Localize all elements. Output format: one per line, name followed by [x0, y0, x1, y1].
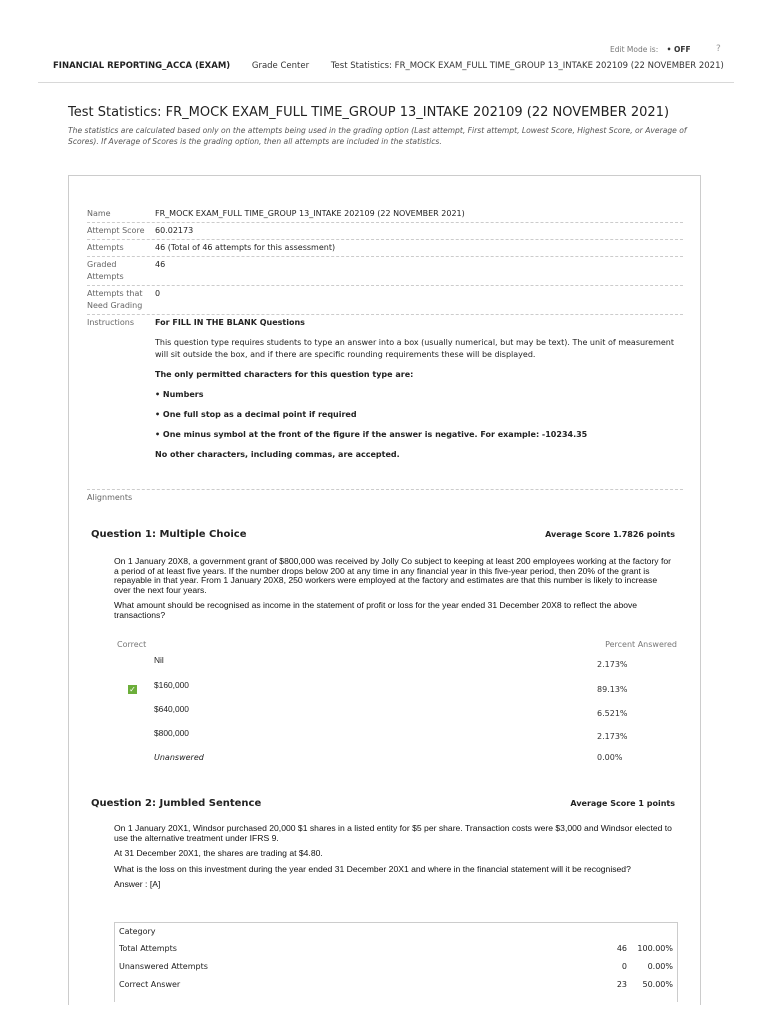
info-row-attempts [87, 240, 683, 257]
instr-b2: • One full stop as a decimal point if required [155, 410, 357, 419]
category-row [119, 962, 673, 971]
info-row-graded [87, 257, 683, 286]
category-count: 0 [621, 962, 627, 971]
divider [38, 82, 734, 83]
info-value: 46 (Total of 46 attempts for this assessment) [155, 243, 336, 252]
page-title: Test Statistics: FR_MOCK EXAM_FULL TIME_GROUP 13_INTAKE 202109 (22 NOVEMBER 2021) [68, 105, 670, 120]
info-label: Attempt Score [87, 226, 145, 235]
average-score: Average Score 1.7826 points [545, 530, 675, 539]
category-label: Category [119, 927, 156, 936]
info-label: Graded Attempts [87, 260, 124, 281]
instr-p3: No other characters, including commas, are accepted. [155, 450, 400, 459]
info-label: Instructions [87, 318, 134, 327]
breadcrumb-current: Test Statistics: FR_MOCK EXAM_FULL TIME_GROUP 13_INTAKE 202109 (22 NOVEMBER 2021) [330, 61, 724, 71]
answer-text: $800,000 [154, 728, 189, 738]
category-label: Total Attempts [119, 944, 177, 953]
instr-p1: This question type requires students to type an answer into a box (usually numerical, but may be text). The unit of measurement will sit outside the box, and if there are specific rounding requirements these will be displayed. [155, 338, 675, 359]
answer-text: $160,000 [154, 680, 189, 690]
question-2-header [91, 798, 675, 809]
info-value: FR_MOCK EXAM_FULL TIME_GROUP 13_INTAKE 202109 (22 NOVEMBER 2021) [155, 209, 465, 218]
info-row-alignments [87, 490, 683, 506]
question-title: Question 2: Jumbled Sentence [91, 798, 262, 809]
category-count: 23 [616, 980, 627, 989]
instructions-text [155, 317, 683, 469]
category-percent: 50.00% [642, 980, 673, 989]
breadcrumb [53, 61, 743, 71]
test-info-table [87, 206, 683, 506]
average-score: Average Score 1 points [570, 799, 675, 808]
answer-percent: 89.13% [597, 685, 628, 694]
question-1-header [91, 529, 675, 540]
instr-b3: • One minus symbol at the front of the figure if the answer is negative. For example: -10234.35 [155, 430, 588, 439]
top-bar [0, 0, 768, 84]
info-row-score [87, 223, 683, 240]
category-row [119, 980, 673, 989]
col-correct: Correct [117, 640, 147, 649]
info-row-need-grading [87, 286, 683, 315]
answer-text: $640,000 [154, 704, 189, 714]
category-table [114, 922, 678, 1002]
info-row-name [87, 206, 683, 223]
page-description: The statistics are calculated based only on the attempts being used in the grading option (Last attempt, First attempt, Lowest Score, Highest Score, or Average of Scores). If Average of Scores is the grading option, then all attempts are included in the statistics. [68, 126, 687, 146]
breadcrumb-grade-center[interactable]: Grade Center [251, 61, 310, 71]
help-icon[interactable]: ? [716, 44, 721, 54]
instr-b1: • Numbers [155, 390, 204, 399]
question-2-text [114, 824, 674, 896]
instr-title: For FILL IN THE BLANK Questions [155, 318, 305, 327]
instr-p2: The only permitted characters for this question type are: [155, 370, 414, 379]
edit-mode-value[interactable]: • OFF [666, 45, 691, 54]
question-paragraph: At 31 December 20X1, the shares are trading at $4.80. [114, 848, 323, 858]
question-paragraph: On 1 January 20X8, a government grant of $800,000 was received by Jolly Co subject to keeping at least 200 employees working at the factory for a period of at least five years. If the number drops below 200 at any time in any financial year in this five-year period, then 20% of the grant is repayable in that year. From 1 January 20X8, 250 workers were employed at the factory and estimates are that this number is likely to increase over the next four years. [114, 556, 672, 595]
question-1-text [114, 557, 674, 626]
answer-text: Unanswered [154, 753, 204, 762]
info-value [155, 492, 683, 504]
question-paragraph: On 1 January 20X1, Windsor purchased 20,000 $1 shares in a listed entity for $5 per share. Transaction costs were $3,000 and Windsor elected to use the alternative treatment under IFRS 9. [114, 823, 672, 843]
info-row-instructions [87, 315, 683, 490]
category-percent: 100.00% [637, 944, 673, 953]
edit-mode-label: Edit Mode is: [610, 45, 659, 54]
answer-key: Answer : [A] [114, 879, 161, 889]
breadcrumb-course[interactable]: FINANCIAL REPORTING_ACCA (EXAM) [53, 61, 231, 71]
answer-text: Nil [154, 655, 164, 665]
edit-mode-toggle[interactable] [610, 45, 691, 54]
info-label: Name [87, 209, 111, 218]
info-label: Attempts [87, 243, 124, 252]
answer-percent: 6.521% [597, 709, 628, 718]
info-value: 60.02173 [155, 226, 194, 235]
category-count: 46 [616, 944, 627, 953]
col-percent: Percent Answered [605, 640, 677, 649]
info-value: 46 [155, 260, 166, 269]
answer-percent: 0.00% [597, 753, 623, 762]
question-title: Question 1: Multiple Choice [91, 529, 247, 540]
info-label: Attempts that Need Grading [87, 289, 143, 310]
answer-percent: 2.173% [597, 732, 628, 741]
category-percent: 0.00% [647, 962, 673, 971]
category-label: Unanswered Attempts [119, 962, 208, 971]
info-value: 0 [155, 289, 161, 298]
category-label: Correct Answer [119, 980, 181, 989]
question-paragraph: What is the loss on this investment during the year ended 31 December 20X1 and where in the financial statement will it be recognised? [114, 863, 631, 874]
question-paragraph: What amount should be recognised as income in the statement of profit or loss for the year ended 31 December 20X8 to reflect the above transactions? [114, 600, 638, 620]
check-icon: ✓ [129, 685, 136, 694]
category-row [119, 944, 673, 953]
info-label: Alignments [87, 493, 133, 502]
answer-header [117, 640, 677, 649]
answer-percent: 2.173% [597, 660, 628, 669]
category-header [119, 927, 673, 936]
